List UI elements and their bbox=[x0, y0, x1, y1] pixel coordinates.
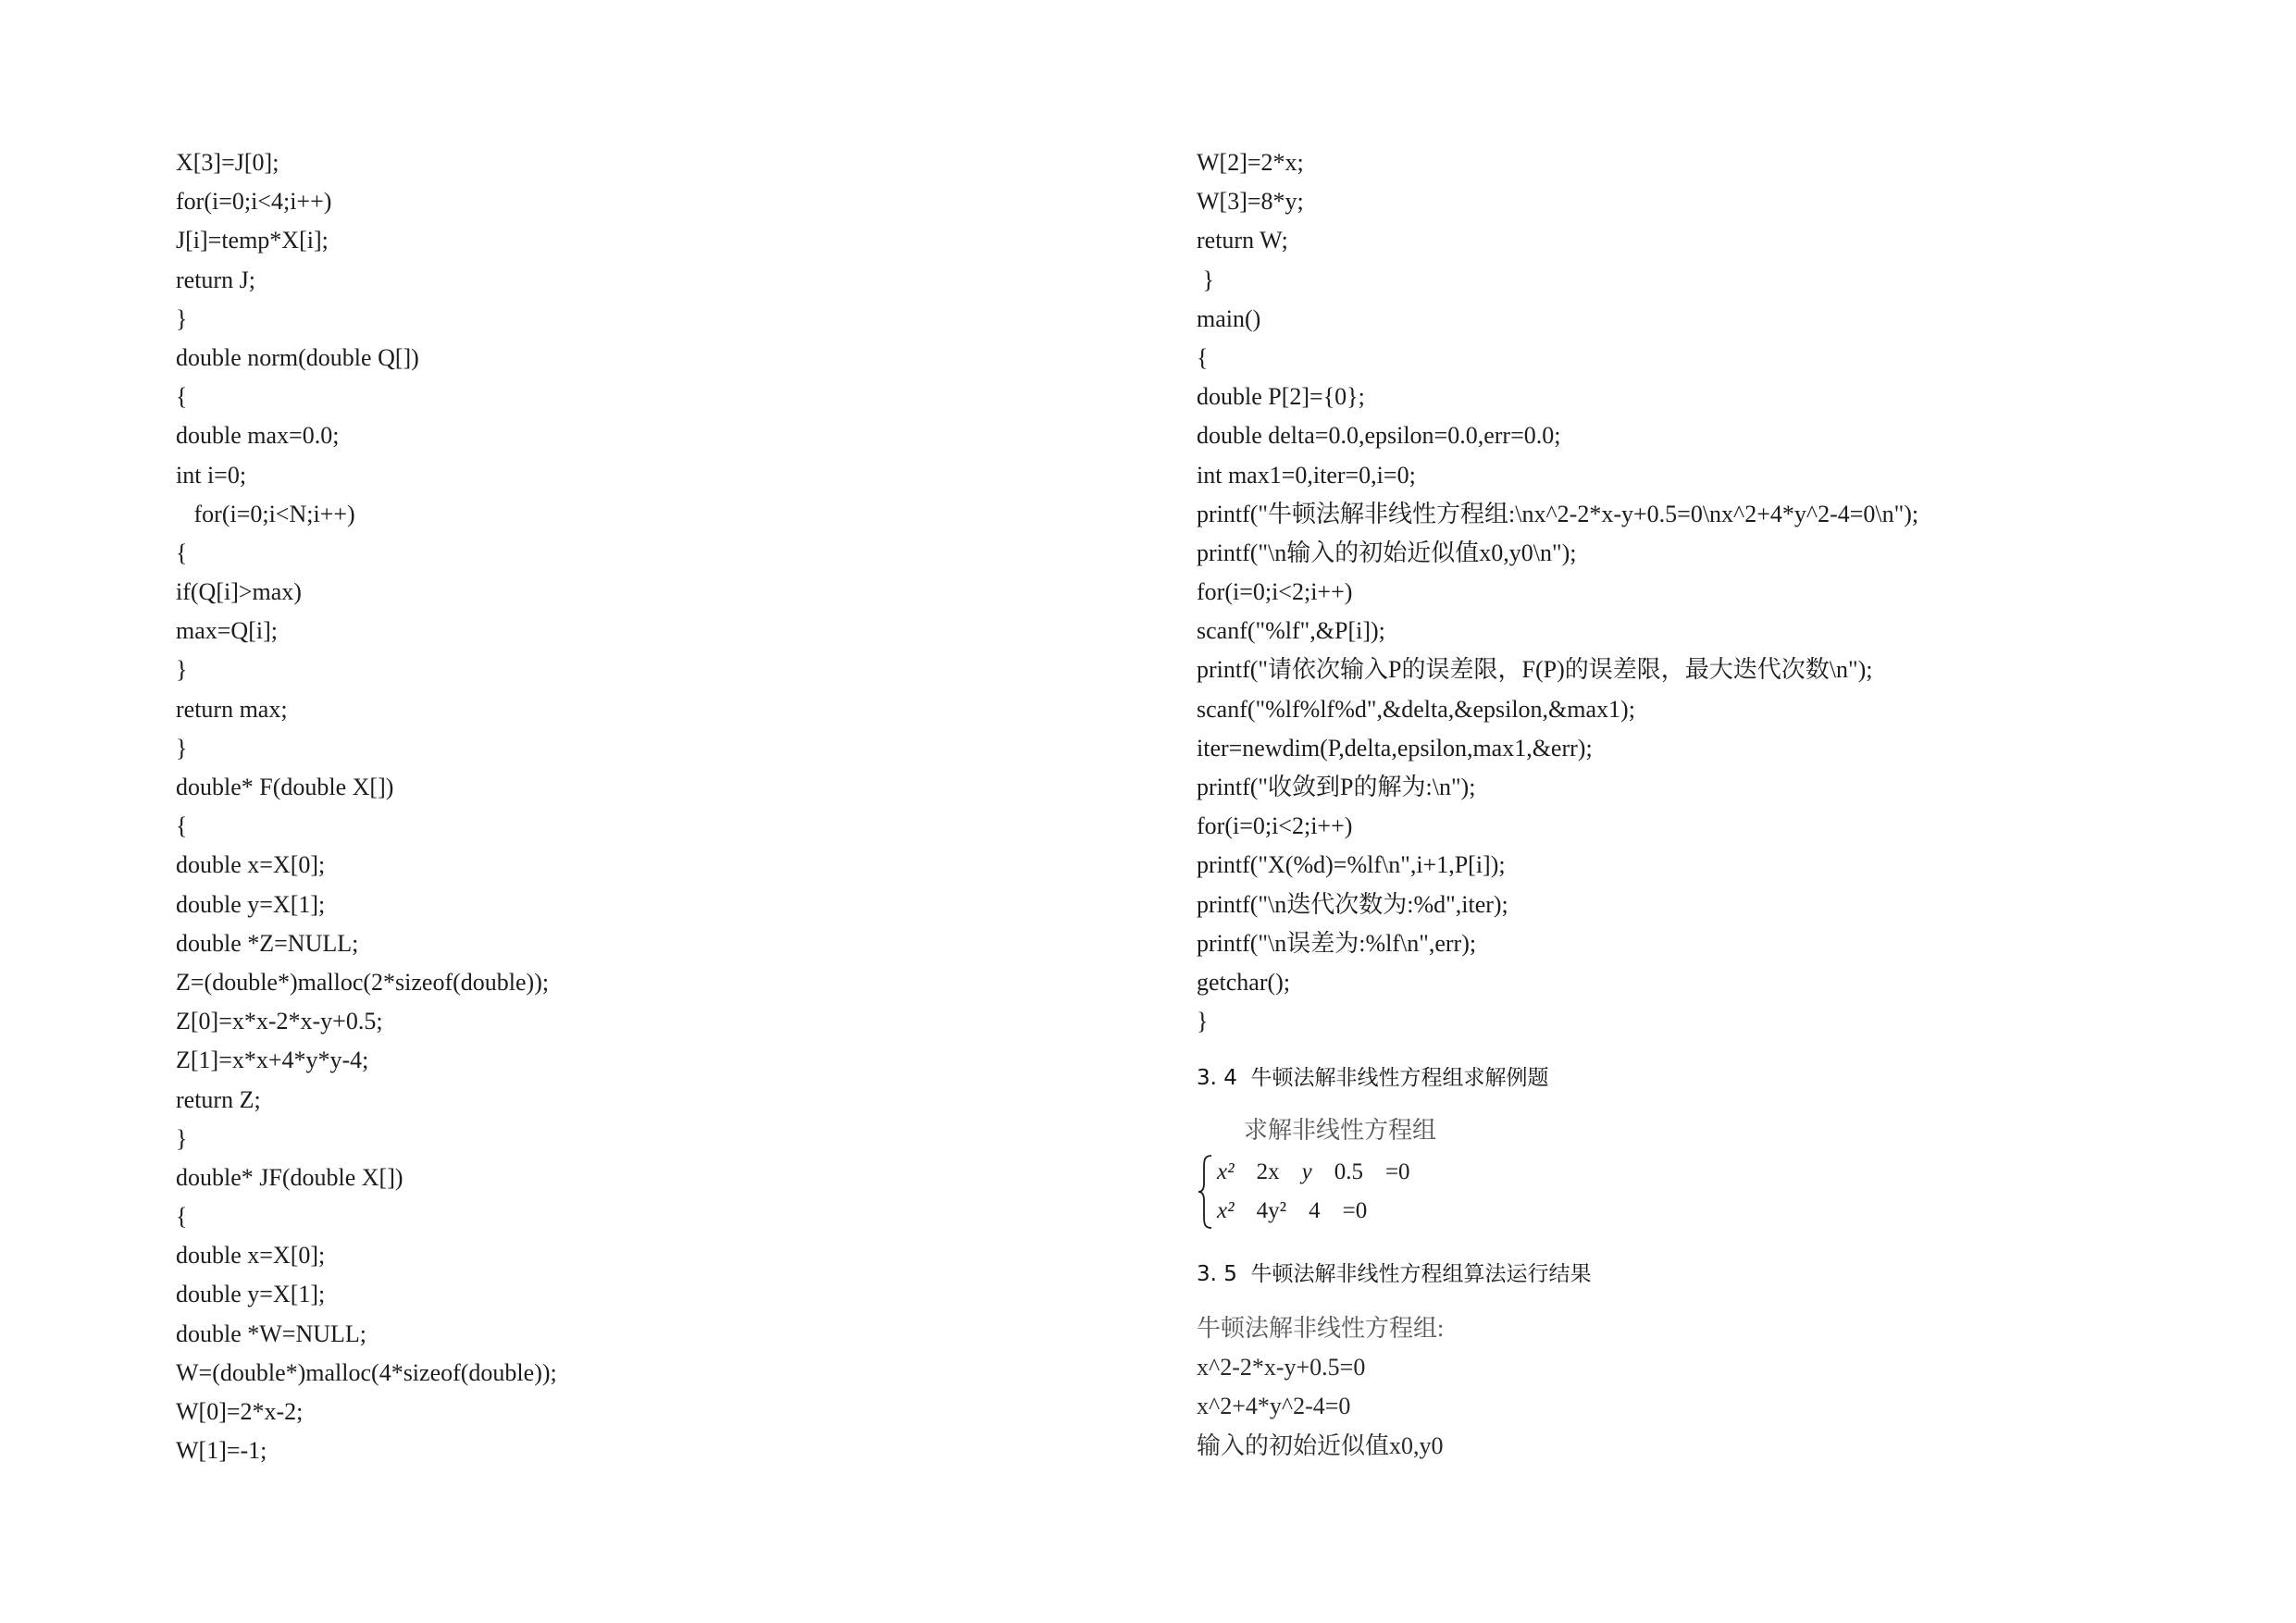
code-line: } bbox=[1197, 266, 1214, 293]
code-line: Z=(double*)malloc(2*sizeof(double)); bbox=[176, 968, 550, 996]
code-line: printf("X(%d)=%lf\n",i+1,P[i]); bbox=[1197, 851, 1506, 879]
equation-row bbox=[1217, 1193, 1433, 1230]
code-line: double norm(double Q[]) bbox=[176, 343, 419, 371]
run-output bbox=[1197, 1309, 1444, 1466]
code-line: { bbox=[176, 812, 188, 840]
equation-term: 4 bbox=[1309, 1198, 1321, 1223]
code-line: W[1]=-1; bbox=[176, 1437, 267, 1465]
code-line: } bbox=[176, 734, 188, 762]
code-line: scanf("%lf%lf%d",&delta,&epsilon,&max1); bbox=[1197, 695, 1635, 723]
code-line: double x=X[0]; bbox=[176, 1242, 326, 1270]
code-line: } bbox=[1197, 1008, 1209, 1035]
equation-term: =0 bbox=[1342, 1198, 1368, 1223]
code-line: printf("\n误差为:%lf\n",err); bbox=[1197, 929, 1477, 957]
code-line: double x=X[0]; bbox=[176, 851, 326, 879]
code-line: double y=X[1]; bbox=[176, 1281, 326, 1308]
code-line: max=Q[i]; bbox=[176, 617, 278, 645]
code-line: double P[2]={0}; bbox=[1197, 383, 1365, 411]
code-line: scanf("%lf",&P[i]); bbox=[1197, 617, 1385, 645]
equation-rows bbox=[1217, 1154, 1433, 1230]
code-line: for(i=0;i<N;i++) bbox=[176, 500, 355, 527]
code-line: return max; bbox=[176, 695, 288, 723]
code-line: J[i]=temp*X[i]; bbox=[176, 227, 329, 254]
output-line: x^2+4*y^2-4=0 bbox=[1197, 1393, 1351, 1420]
code-line: iter=newdim(P,delta,epsilon,max1,&err); bbox=[1197, 734, 1593, 762]
code-line: Z[1]=x*x+4*y*y-4; bbox=[176, 1047, 369, 1074]
code-line: for(i=0;i<2;i++) bbox=[1197, 812, 1353, 840]
code-line: printf("\n迭代次数为:%d",iter); bbox=[1197, 890, 1508, 918]
equation-row bbox=[1217, 1154, 1433, 1191]
code-line: getchar(); bbox=[1197, 968, 1291, 996]
code-line: if(Q[i]>max) bbox=[176, 578, 302, 606]
code-line: double* JF(double X[]) bbox=[176, 1163, 403, 1191]
equation-term: 2x bbox=[1256, 1159, 1280, 1184]
code-line: for(i=0;i<4;i++) bbox=[176, 188, 332, 216]
equation-term: 0.5 bbox=[1334, 1159, 1363, 1184]
equation-term: x² bbox=[1217, 1198, 1235, 1223]
left-code-column bbox=[176, 143, 557, 1470]
right-code-column bbox=[1197, 143, 1918, 1041]
code-line: { bbox=[176, 383, 188, 411]
code-line: for(i=0;i<2;i++) bbox=[1197, 578, 1353, 606]
equation-term: y bbox=[1301, 1159, 1312, 1184]
code-line: return W; bbox=[1197, 227, 1288, 254]
section-heading-3-5: 3. 5 牛顿法解非线性方程组算法运行结果 bbox=[1197, 1262, 1592, 1286]
code-line: double *W=NULL; bbox=[176, 1319, 367, 1347]
code-line: } bbox=[176, 1124, 188, 1152]
code-line: { bbox=[176, 1203, 188, 1231]
output-line: 牛顿法解非线性方程组: bbox=[1197, 1315, 1445, 1342]
code-line: X[3]=J[0]; bbox=[176, 149, 279, 176]
code-line: printf("\n输入的初始近似值x0,y0\n"); bbox=[1197, 539, 1577, 566]
code-line: W=(double*)malloc(4*sizeof(double)); bbox=[176, 1358, 557, 1386]
code-line: } bbox=[176, 656, 188, 684]
code-line: printf("收敛到P的解为:\n"); bbox=[1197, 774, 1476, 800]
code-line: { bbox=[176, 539, 188, 566]
code-line: double *Z=NULL; bbox=[176, 929, 359, 957]
equation-system bbox=[1197, 1154, 1433, 1230]
code-line: double max=0.0; bbox=[176, 422, 340, 450]
left-brace-icon bbox=[1197, 1154, 1213, 1230]
code-line: double y=X[1]; bbox=[176, 890, 326, 918]
equation-term: 4y² bbox=[1256, 1198, 1287, 1223]
output-line: x^2-2*x-y+0.5=0 bbox=[1197, 1354, 1366, 1381]
example-intro-text: 求解非线性方程组 bbox=[1244, 1117, 1437, 1144]
code-line: return Z; bbox=[176, 1085, 261, 1113]
code-line: W[0]=2*x-2; bbox=[176, 1398, 304, 1425]
equation-term: =0 bbox=[1384, 1159, 1410, 1184]
code-line: W[2]=2*x; bbox=[1197, 149, 1304, 176]
code-line: W[3]=8*y; bbox=[1197, 188, 1304, 216]
code-line: } bbox=[176, 304, 188, 332]
code-line: printf("请依次输入P的误差限，F(P)的误差限，最大迭代次数\n"); bbox=[1197, 656, 1873, 684]
code-line: return J; bbox=[176, 266, 255, 293]
code-line: double delta=0.0,epsilon=0.0,err=0.0; bbox=[1197, 422, 1561, 450]
code-line: main() bbox=[1197, 304, 1261, 332]
code-line: { bbox=[1197, 343, 1209, 371]
section-heading-3-4: 3. 4 牛顿法解非线性方程组求解例题 bbox=[1197, 1066, 1549, 1090]
code-line: int max1=0,iter=0,i=0; bbox=[1197, 461, 1416, 489]
output-line: 输入的初始近似值x0,y0 bbox=[1197, 1431, 1444, 1459]
code-line: Z[0]=x*x-2*x-y+0.5; bbox=[176, 1008, 383, 1035]
code-line: double* F(double X[]) bbox=[176, 774, 394, 800]
code-line: int i=0; bbox=[176, 461, 247, 489]
code-line: printf("牛顿法解非线性方程组:\nx^2-2*x-y+0.5=0\nx^2+4*y^2-4=0\n"); bbox=[1197, 500, 1919, 527]
equation-term: x² bbox=[1217, 1159, 1235, 1184]
